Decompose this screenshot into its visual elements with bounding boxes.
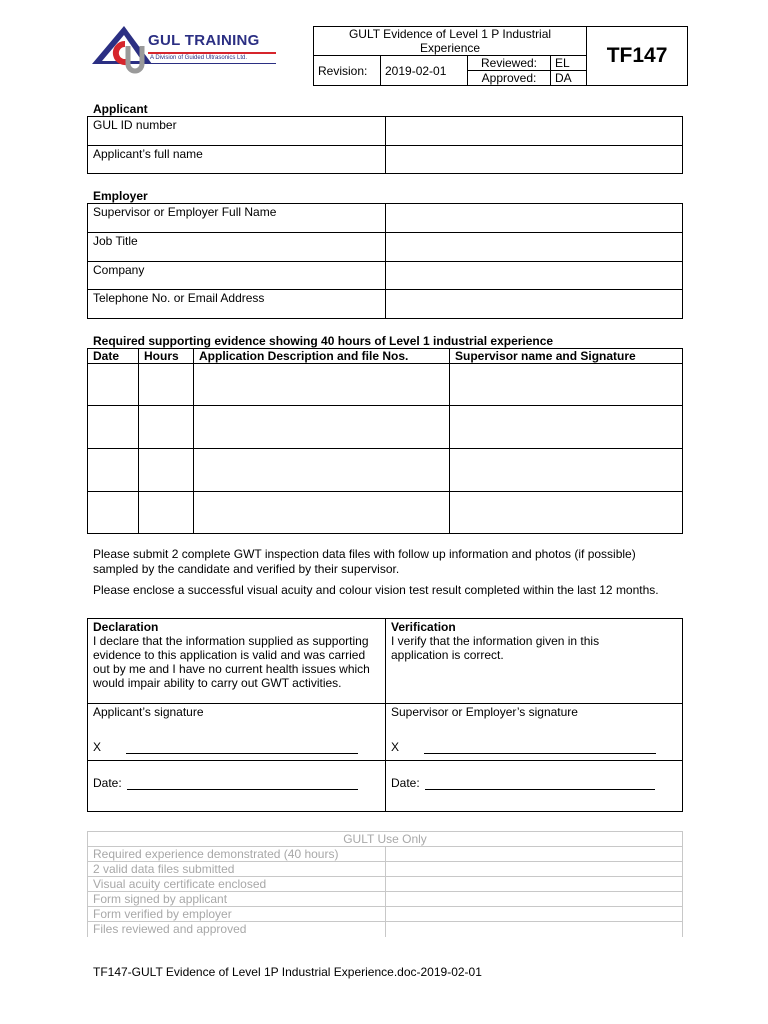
revision-label: Revision: (314, 56, 381, 86)
evidence-cell[interactable] (139, 449, 194, 492)
evidence-cell[interactable] (194, 406, 450, 449)
declaration-cell (88, 619, 386, 704)
table-row (88, 862, 683, 877)
evidence-cell[interactable] (139, 406, 194, 449)
table-row (88, 892, 683, 907)
gu-logo-mark-icon (92, 24, 152, 80)
verification-text: I verify that the information given in this application is correct. (391, 634, 600, 662)
table-row (88, 492, 683, 534)
gult-check-label: Visual acuity certificate enclosed (88, 877, 386, 892)
gult-check-label: 2 valid data files submitted (88, 862, 386, 877)
table-row (88, 847, 683, 862)
table-row (88, 449, 683, 492)
evidence-col-hours: Hours (139, 349, 194, 364)
reviewed-label: Reviewed: (468, 56, 551, 71)
document-title: GULT Evidence of Level 1 P Industrial Experience (314, 27, 587, 56)
applicant-date-line[interactable] (127, 778, 358, 790)
logo-underline (148, 52, 276, 54)
gult-check-field[interactable] (386, 892, 683, 907)
gult-check-field[interactable] (386, 862, 683, 877)
job-title-field[interactable] (386, 233, 683, 262)
approved-value: DA (551, 71, 587, 86)
instruction-data-files: Please submit 2 complete GWT inspection data files with follow up information and photos (if possible) sampled by the candidate and verified by their supervisor. (93, 547, 636, 576)
contact-field[interactable] (386, 290, 683, 319)
evidence-cell[interactable] (194, 364, 450, 406)
gult-use-title: GULT Use Only (88, 832, 683, 847)
form-code: TF147 (587, 27, 688, 86)
evidence-col-supervisor: Supervisor name and Signature (450, 349, 683, 364)
evidence-cell[interactable] (139, 364, 194, 406)
evidence-col-date: Date (88, 349, 139, 364)
evidence-cell[interactable] (450, 364, 683, 406)
gult-check-label: Files reviewed and approved (88, 922, 386, 937)
table-row (88, 406, 683, 449)
declaration-title: Declaration (93, 620, 159, 634)
employer-table (87, 203, 683, 319)
gul-id-field[interactable] (386, 117, 683, 146)
applicant-signature-line[interactable] (126, 742, 358, 754)
gult-check-field[interactable] (386, 922, 683, 937)
table-row (88, 364, 683, 406)
evidence-table (87, 348, 683, 534)
gult-check-label: Required experience demonstrated (40 hours) (88, 847, 386, 862)
evidence-cell[interactable] (139, 492, 194, 534)
supervisor-name-label: Supervisor or Employer Full Name (88, 204, 386, 233)
gul-id-label: GUL ID number (88, 117, 386, 146)
document-footer: TF147-GULT Evidence of Level 1P Industrial Experience.doc-2019-02-01 (93, 965, 482, 979)
declaration-text: I declare that the information supplied as supporting evidence to this application is valid and was carried out by me and I have no current health issues which would impair ability to carry out GWT activities. (93, 634, 370, 690)
evidence-section-title: Required supporting evidence showing 40 hours of Level 1 industrial experience (93, 334, 554, 348)
supervisor-date-cell (386, 761, 683, 812)
logo-brand-name: GUL TRAINING (148, 32, 260, 49)
evidence-cell[interactable] (194, 449, 450, 492)
supervisor-signature-x: X (391, 740, 400, 754)
table-row (88, 877, 683, 892)
evidence-cell[interactable] (88, 364, 139, 406)
supervisor-date-label: Date: (391, 776, 420, 790)
gult-use-only-table (87, 831, 683, 937)
company-field[interactable] (386, 262, 683, 290)
table-row (88, 922, 683, 937)
supervisor-signature-label: Supervisor or Employer’s signature (391, 705, 578, 719)
evidence-cell[interactable] (450, 492, 683, 534)
evidence-col-description: Application Description and file Nos. (194, 349, 450, 364)
job-title-label: Job Title (88, 233, 386, 262)
evidence-cell[interactable] (88, 492, 139, 534)
evidence-cell[interactable] (88, 449, 139, 492)
instruction-vision-test: Please enclose a successful visual acuity and colour vision test result completed within the last 12 months. (93, 583, 659, 597)
document-header-table (313, 26, 688, 86)
evidence-cell[interactable] (88, 406, 139, 449)
table-row (88, 907, 683, 922)
gult-check-field[interactable] (386, 847, 683, 862)
company-logo (92, 24, 282, 82)
contact-label: Telephone No. or Email Address (88, 290, 386, 319)
approved-label: Approved: (468, 71, 551, 86)
applicant-table (87, 116, 683, 174)
applicant-section-title: Applicant (93, 102, 148, 116)
supervisor-name-field[interactable] (386, 204, 683, 233)
reviewed-value: EL (551, 56, 587, 71)
gult-check-field[interactable] (386, 907, 683, 922)
applicant-signature-cell (88, 704, 386, 761)
applicant-name-field[interactable] (386, 146, 683, 174)
applicant-signature-x: X (93, 740, 102, 754)
verification-title: Verification (391, 620, 456, 634)
gult-check-label: Form verified by employer (88, 907, 386, 922)
applicant-date-cell (88, 761, 386, 812)
evidence-cell[interactable] (194, 492, 450, 534)
gult-check-label: Form signed by applicant (88, 892, 386, 907)
evidence-cell[interactable] (450, 406, 683, 449)
declaration-table (87, 618, 683, 812)
revision-value: 2019-02-01 (381, 56, 468, 86)
logo-bottom-rule (148, 63, 276, 64)
supervisor-date-line[interactable] (425, 778, 655, 790)
verification-cell (386, 619, 683, 704)
applicant-name-label: Applicant’s full name (88, 146, 386, 174)
company-label: Company (88, 262, 386, 290)
gult-check-field[interactable] (386, 877, 683, 892)
employer-section-title: Employer (93, 189, 148, 203)
applicant-signature-label: Applicant’s signature (93, 705, 204, 719)
evidence-cell[interactable] (450, 449, 683, 492)
logo-tagline: A Division of Guided Ultrasonics Ltd. (150, 55, 248, 61)
supervisor-signature-line[interactable] (424, 742, 656, 754)
supervisor-signature-cell (386, 704, 683, 761)
applicant-date-label: Date: (93, 776, 122, 790)
